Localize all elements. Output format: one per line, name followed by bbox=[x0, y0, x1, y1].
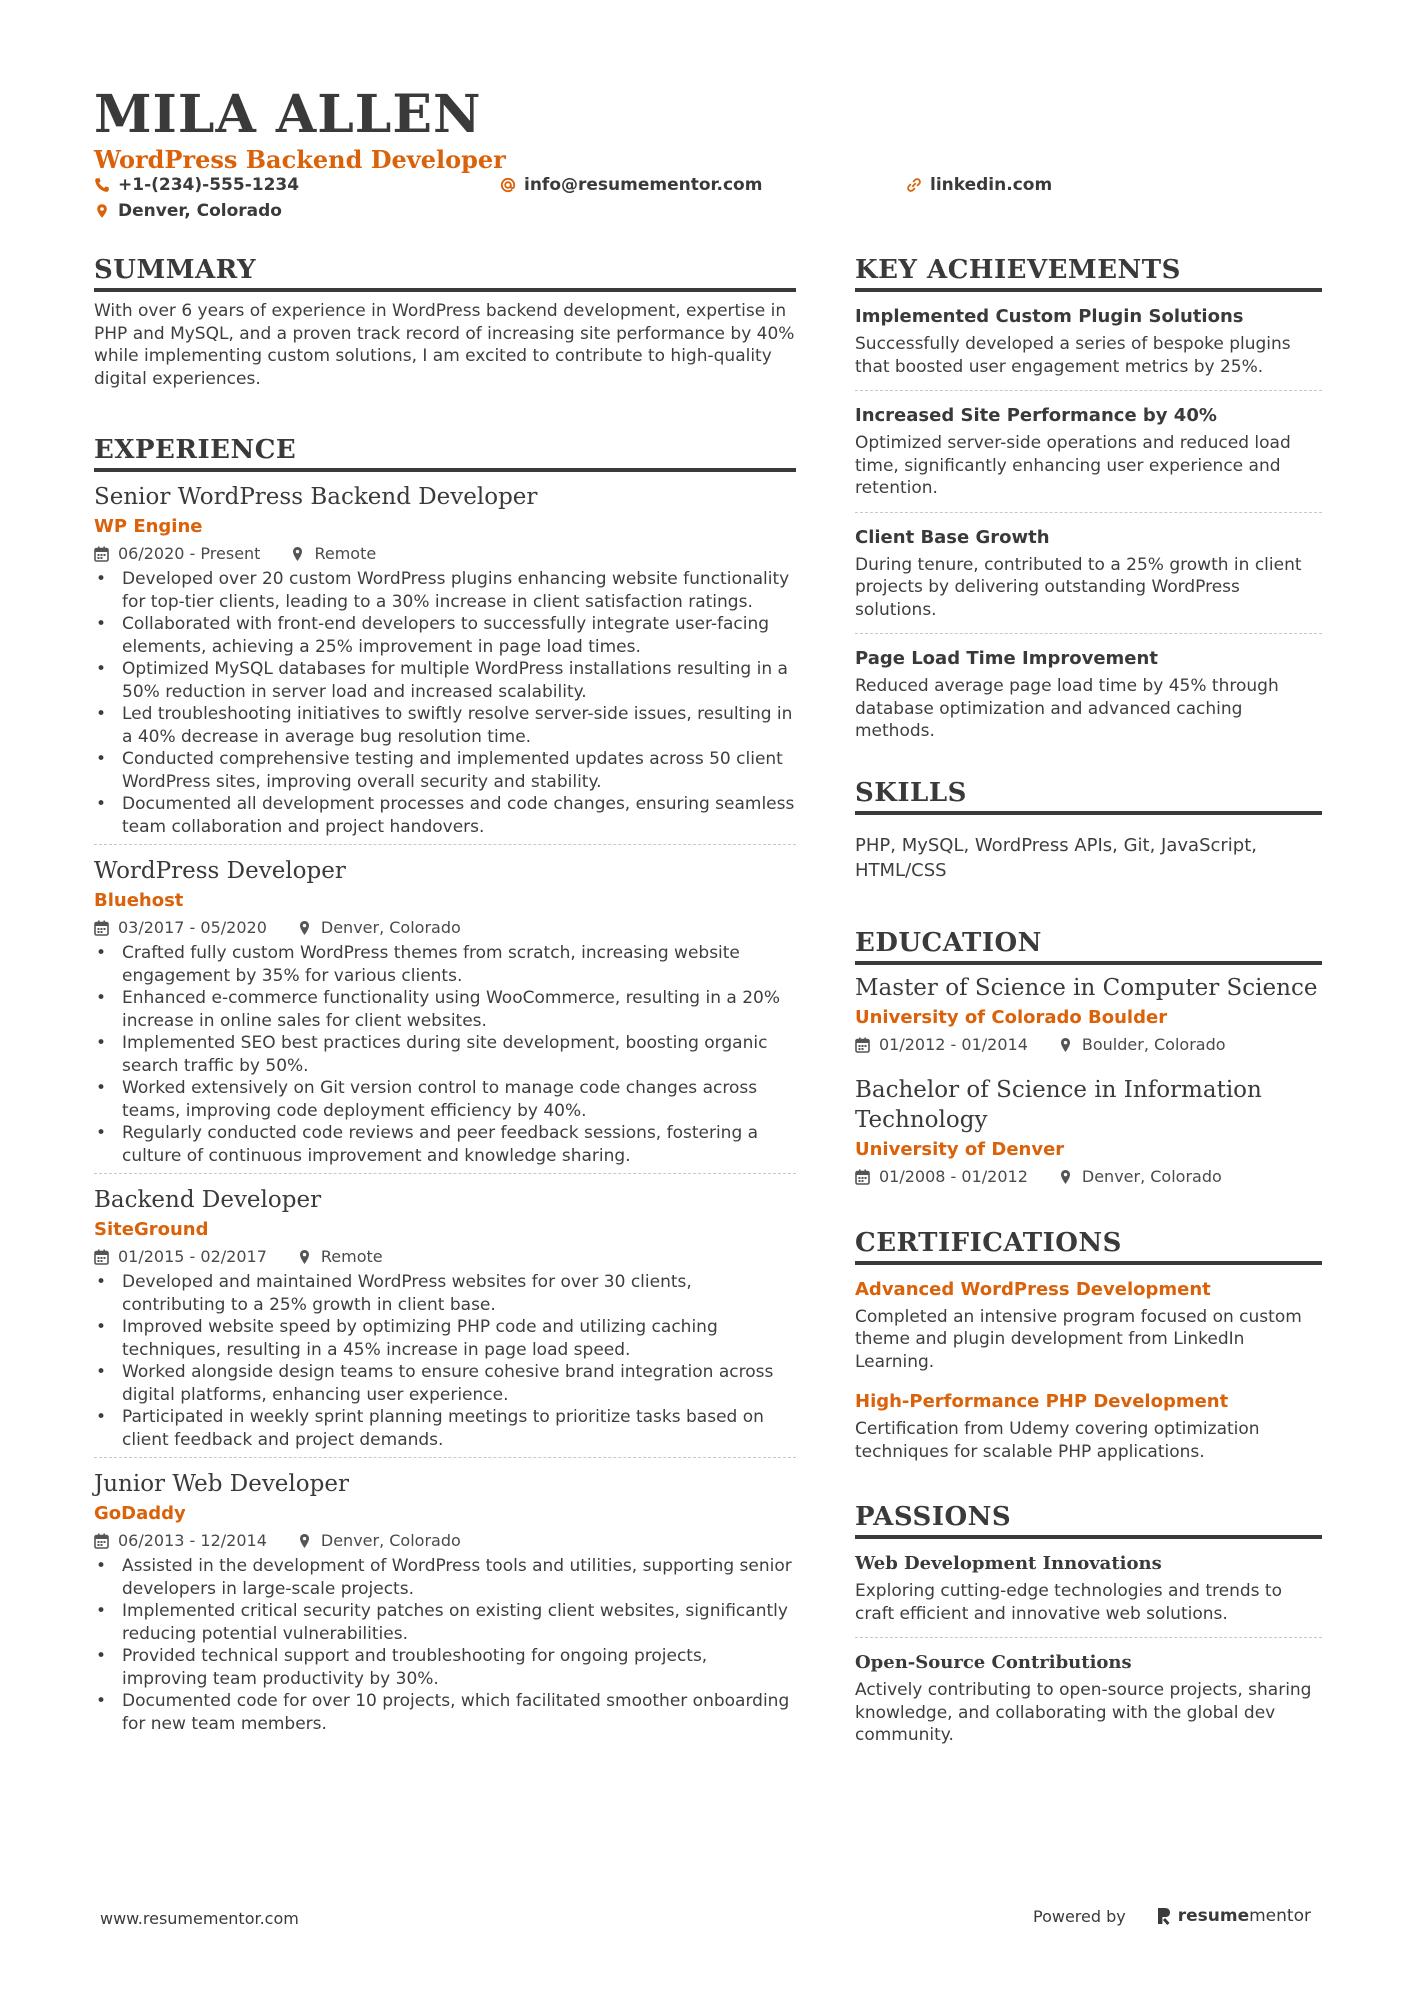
calendar-icon bbox=[94, 546, 109, 562]
school-name: University of Colorado Boulder bbox=[855, 1006, 1168, 1028]
phone-number: +1-(234)-555-1234 bbox=[118, 175, 300, 195]
education-entry bbox=[855, 973, 1322, 1057]
place-text: Denver, Colorado bbox=[320, 918, 461, 937]
calendar-icon bbox=[855, 1169, 870, 1185]
location-pin-icon bbox=[297, 920, 312, 936]
left-column bbox=[94, 254, 796, 1741]
bullet-item: • Participated in weekly sprint planning meetings to prioritize tasks based on client feedback and project demands. bbox=[94, 1406, 796, 1451]
place bbox=[297, 916, 461, 940]
certification-item bbox=[855, 1265, 1322, 1374]
bullet-item: • Documented code for over 10 projects, which facilitated smoother onboarding for new team members. bbox=[94, 1690, 796, 1735]
job-entry bbox=[94, 482, 796, 844]
skills-section bbox=[855, 777, 1322, 883]
summary-text: With over 6 years of experience in WordPress backend development, expertise in PHP and MySQL, and a proven track record of increasing site performance by 40% while implementing custom solutions, I am excited to contribute to high-quality digital experiences. bbox=[94, 301, 795, 389]
date-location bbox=[94, 542, 796, 566]
location-pin-icon bbox=[94, 203, 110, 219]
date-text: 03/2017 - 05/2020 bbox=[118, 918, 267, 937]
passions-heading: PASSIONS bbox=[855, 1501, 1322, 1539]
bullet-item: • Developed and maintained WordPress websites for over 30 clients, contributing to a 25% growth in client base. bbox=[94, 1271, 796, 1316]
bullet-item: • Implemented SEO best practices during site development, boosting organic search traffic by 50%. bbox=[94, 1032, 796, 1077]
passions-list bbox=[855, 1539, 1322, 1759]
calendar-icon bbox=[94, 1249, 109, 1265]
education-section bbox=[855, 927, 1322, 1189]
location-text: Denver, Colorado bbox=[118, 201, 282, 221]
location-pin-icon bbox=[297, 1533, 312, 1549]
bullet-item: • Collaborated with front-end developers to successfully integrate user-facing elements, achieving a 25% improvement in page load times. bbox=[94, 613, 796, 658]
certification-text: Completed an intensive program focused on custom theme and plugin development from LinkedIn Learning. bbox=[855, 1306, 1302, 1372]
bullet-item: • Worked alongside design teams to ensure cohesive brand integration across digital platforms, enhancing user experience. bbox=[94, 1361, 796, 1406]
bullet-item: • Led troubleshooting initiatives to swiftly resolve server-side issues, resulting in a 40% decrease in average bug resolution time. bbox=[94, 703, 796, 748]
experience-list bbox=[94, 482, 796, 1741]
contact-linkedin[interactable] bbox=[906, 175, 1052, 195]
skills-heading: SKILLS bbox=[855, 777, 1322, 815]
degree-title: Bachelor of Science in Information Technology bbox=[855, 1076, 1262, 1133]
passion-text: Actively contributing to open-source projects, sharing knowledge, and collaborating with the global dev community. bbox=[855, 1680, 1312, 1745]
job-entry bbox=[94, 1457, 796, 1741]
job-bullets bbox=[94, 942, 796, 1167]
location-pin-icon bbox=[1058, 1169, 1073, 1185]
skills-text: PHP, MySQL, WordPress APIs, Git, JavaScript, HTML/CSS bbox=[855, 834, 1257, 881]
achievement-title: Increased Site Performance by 40% bbox=[855, 405, 1217, 426]
achievement-item bbox=[855, 390, 1322, 512]
contact-phone[interactable] bbox=[94, 175, 299, 195]
passion-item bbox=[855, 1539, 1322, 1637]
date-range bbox=[94, 1245, 267, 1269]
achievement-title: Client Base Growth bbox=[855, 526, 1050, 548]
bullet-item: • Conducted comprehensive testing and implemented updates across 50 client WordPress sites, improving overall security and stability. bbox=[94, 748, 796, 793]
certification-title: Advanced WordPress Development bbox=[855, 1278, 1211, 1300]
footer-website[interactable]: www.resumementor.com bbox=[100, 1909, 299, 1928]
contact-bar bbox=[94, 175, 1324, 227]
achievement-text: Successfully developed a series of bespoke plugins that boosted user engagement metrics by 25%. bbox=[855, 334, 1291, 377]
place-text: Remote bbox=[320, 1247, 383, 1266]
school-name: University of Denver bbox=[855, 1138, 1065, 1160]
date-location bbox=[94, 1529, 796, 1553]
experience-heading: EXPERIENCE bbox=[94, 434, 796, 472]
powered-by-label: Powered by bbox=[1033, 1906, 1126, 1926]
date-text: 06/2020 - Present bbox=[118, 544, 261, 563]
resume-header bbox=[94, 86, 1324, 227]
job-company: GoDaddy bbox=[94, 1503, 186, 1524]
education-entry bbox=[855, 1075, 1322, 1189]
place bbox=[290, 542, 376, 566]
achievements-list bbox=[855, 292, 1322, 755]
job-role: WordPress Developer bbox=[94, 858, 346, 884]
place-text: Remote bbox=[314, 544, 377, 563]
calendar-icon bbox=[94, 1533, 109, 1549]
job-role: Senior WordPress Backend Developer bbox=[94, 484, 538, 510]
summary-section bbox=[94, 254, 796, 390]
date-location bbox=[94, 1245, 796, 1269]
date-range bbox=[94, 916, 267, 940]
job-company: SiteGround bbox=[94, 1219, 209, 1240]
job-bullets bbox=[94, 1555, 796, 1735]
location-pin-icon bbox=[297, 1249, 312, 1265]
achievement-text: Reduced average page load time by 45% through database optimization and advanced caching methods. bbox=[855, 676, 1279, 741]
passions-section bbox=[855, 1501, 1322, 1759]
achievement-item bbox=[855, 512, 1322, 634]
place bbox=[1058, 1033, 1226, 1057]
right-column bbox=[855, 254, 1322, 1789]
certification-item bbox=[855, 1377, 1322, 1463]
bullet-item: • Provided technical support and troubleshooting for ongoing projects, improving team productivity by 30%. bbox=[94, 1645, 796, 1690]
bullet-item: • Assisted in the development of WordPress tools and utilities, supporting senior developers in large-scale projects. bbox=[94, 1555, 796, 1600]
place bbox=[297, 1245, 383, 1269]
achievement-item bbox=[855, 292, 1322, 390]
location-pin-icon bbox=[1058, 1037, 1073, 1053]
bullet-item: • Crafted fully custom WordPress themes from scratch, increasing website engagement by 35% for various clients. bbox=[94, 942, 796, 987]
brand-logo[interactable] bbox=[1156, 1906, 1311, 1926]
education-list bbox=[855, 973, 1322, 1189]
bullet-item: • Optimized MySQL databases for multiple WordPress installations resulting in a 50% reduction in server load and increased scalability. bbox=[94, 658, 796, 703]
resumementor-logo-icon bbox=[1156, 1906, 1172, 1926]
place bbox=[1058, 1165, 1222, 1189]
date-range bbox=[94, 542, 260, 566]
passion-item bbox=[855, 1637, 1322, 1759]
certification-text: Certification from Udemy covering optimization techniques for scalable PHP applications. bbox=[855, 1419, 1260, 1462]
phone-icon bbox=[94, 177, 110, 193]
brand-light: mentor bbox=[1249, 1906, 1311, 1926]
certifications-heading: CERTIFICATIONS bbox=[855, 1227, 1322, 1265]
date-text: 01/2008 - 01/2012 bbox=[879, 1166, 1028, 1186]
link-icon bbox=[906, 177, 922, 193]
date-range bbox=[94, 1529, 267, 1553]
date-location bbox=[94, 916, 796, 940]
job-company: WP Engine bbox=[94, 516, 203, 537]
place-text: Denver, Colorado bbox=[1081, 1166, 1222, 1186]
place-text: Denver, Colorado bbox=[320, 1531, 461, 1550]
job-bullets bbox=[94, 568, 796, 838]
email-address: info@resumementor.com bbox=[524, 175, 763, 195]
achievement-text: During tenure, contributed to a 25% growth in client projects by delivering outstanding WordPress solutions. bbox=[855, 554, 1302, 620]
achievement-text: Optimized server-side operations and reduced load time, significantly enhancing user experience and retention. bbox=[855, 433, 1291, 498]
date-text: 01/2012 - 01/2014 bbox=[879, 1034, 1028, 1054]
achievements-heading: KEY ACHIEVEMENTS bbox=[855, 254, 1322, 292]
degree-title: Master of Science in Computer Science bbox=[855, 974, 1318, 1001]
job-role: Backend Developer bbox=[94, 1187, 322, 1213]
bullet-item: • Documented all development processes and code changes, ensuring seamless team collaboration and project handovers. bbox=[94, 793, 796, 838]
achievements-section bbox=[855, 254, 1322, 755]
candidate-title: WordPress Backend Developer bbox=[94, 145, 506, 174]
achievement-title: Implemented Custom Plugin Solutions bbox=[855, 306, 1244, 327]
date-range bbox=[855, 1165, 1028, 1189]
education-heading: EDUCATION bbox=[855, 927, 1322, 965]
job-entry bbox=[94, 844, 796, 1173]
bullet-item: • Improved website speed by optimizing PHP code and utilizing caching techniques, resulting in a 45% increase in page load speed. bbox=[94, 1316, 796, 1361]
location-pin-icon bbox=[290, 546, 305, 562]
date-range bbox=[855, 1033, 1028, 1057]
job-bullets bbox=[94, 1271, 796, 1451]
brand-bold: resume bbox=[1177, 1906, 1250, 1926]
place-text: Boulder, Colorado bbox=[1081, 1034, 1226, 1054]
place bbox=[297, 1529, 461, 1553]
candidate-name: MILA ALLEN bbox=[94, 84, 482, 145]
contact-email[interactable] bbox=[500, 175, 762, 195]
passion-title: Web Development Innovations bbox=[855, 1553, 1162, 1574]
date-text: 01/2015 - 02/2017 bbox=[118, 1247, 267, 1266]
at-icon bbox=[500, 177, 516, 193]
date-text: 06/2013 - 12/2014 bbox=[118, 1531, 267, 1550]
job-role: Junior Web Developer bbox=[94, 1471, 349, 1497]
certifications-list bbox=[855, 1265, 1322, 1464]
bullet-item: • Worked extensively on Git version control to manage code changes across teams, improving code deployment efficiency by 40%. bbox=[94, 1077, 796, 1122]
contact-location bbox=[94, 201, 282, 221]
linkedin-link: linkedin.com bbox=[930, 175, 1053, 195]
date-location bbox=[855, 1165, 1322, 1189]
summary-heading: SUMMARY bbox=[94, 254, 796, 292]
date-location bbox=[855, 1033, 1322, 1057]
bullet-item: • Implemented critical security patches on existing client websites, significantly reducing potential vulnerabilities. bbox=[94, 1600, 796, 1645]
achievement-item bbox=[855, 633, 1322, 755]
job-company: Bluehost bbox=[94, 890, 184, 911]
bullet-item: • Developed over 20 custom WordPress plugins enhancing website functionality for top-tier clients, leading to a 30% increase in client satisfaction ratings. bbox=[94, 568, 796, 613]
passion-text: Exploring cutting-edge technologies and trends to craft efficient and innovative web solutions. bbox=[855, 1581, 1282, 1624]
experience-section bbox=[94, 434, 796, 1741]
job-entry bbox=[94, 1173, 796, 1457]
calendar-icon bbox=[855, 1037, 870, 1053]
certifications-section bbox=[855, 1227, 1322, 1464]
certification-title: High-Performance PHP Development bbox=[855, 1391, 1229, 1412]
passion-title: Open-Source Contributions bbox=[855, 1652, 1132, 1673]
bullet-item: • Enhanced e-commerce functionality using WooCommerce, resulting in a 20% increase in online sales for client websites. bbox=[94, 987, 796, 1032]
achievement-title: Page Load Time Improvement bbox=[855, 648, 1158, 669]
bullet-item: • Regularly conducted code reviews and peer feedback sessions, fostering a culture of continuous improvement and knowledge sharing. bbox=[94, 1122, 796, 1167]
powered-by bbox=[1033, 1906, 1311, 1926]
calendar-icon bbox=[94, 920, 109, 936]
